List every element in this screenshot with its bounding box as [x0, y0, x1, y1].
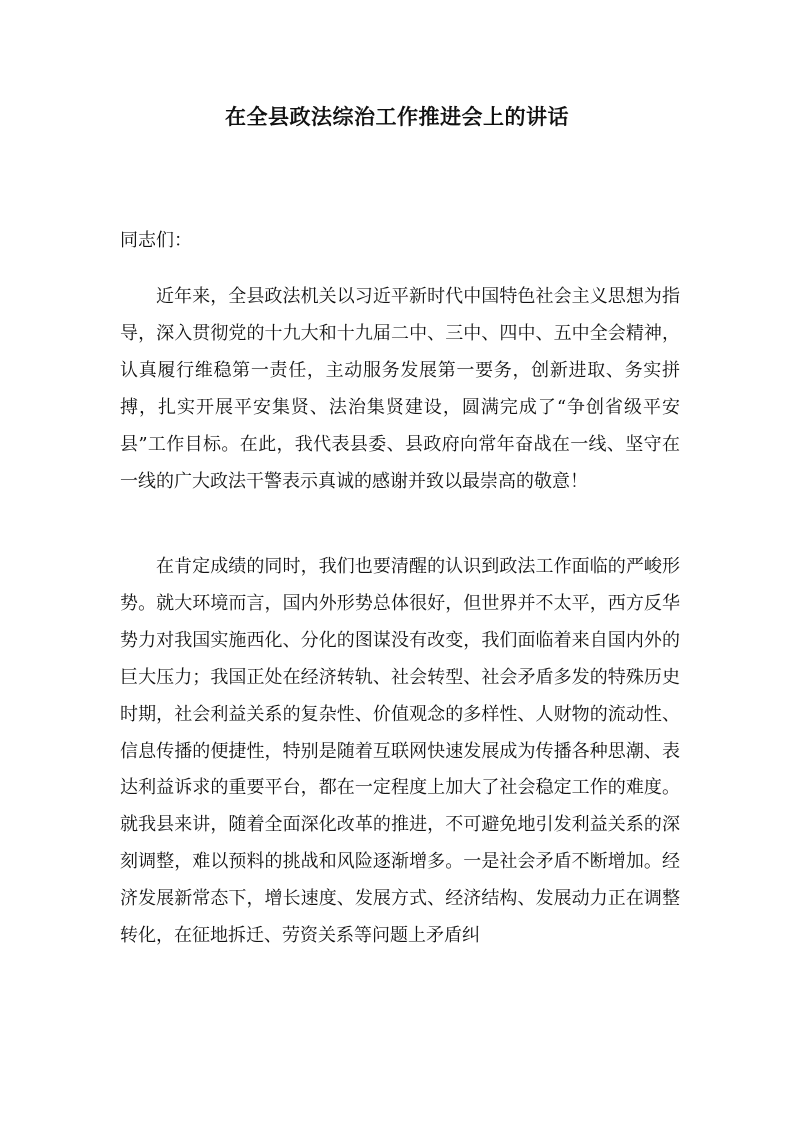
paragraph-challenges: 在肯定成绩的同时，我们也要清醒的认识到政法工作面临的严峻形势。就大环境而言，国内外形势总体很好，但世界并不太平，西方反华势力对我国实施西化、分化的图谋没有改变，我们面临着来自国内外的巨大压力；我国正处在经济转轨、社会转型、社会矛盾多发的特殊历史时期，社会利益关系的复杂性、价值观念的多样性、人财物的流动性、信息传播的便捷性，特别是随着互联网快速发展成为传播各种思潮、表达利益诉求的重要平台，都在一定程度上加大了社会稳定工作的难度。就我县来讲，随着全面深化改革的推进，不可避免地引发利益关系的深刻调整，难以预料的挑战和风险逐渐增多。一是社会矛盾不断增加。经济发展新常态下，增长速度、发展方式、经济结构、发展动力正在调整转化，在征地拆迁、劳资关系等问题上矛盾纠 — [120, 556, 680, 947]
document-title: 在全县政法综治工作推进会上的讲话 — [225, 105, 569, 129]
salutation: 同志们： — [120, 230, 192, 251]
paragraph-achievements: 近年来，全县政法机关以习近平新时代中国特色社会主义思想为指导，深入贯彻党的十九大和十九届二中、三中、四中、五中全会精神，认真履行维稳第一责任，主动服务发展第一要务，创新进取、务实拼搏，扎实开展平安集贤、法治集贤建设，圆满完成了“争创省级平安县”工作目标。在此，我代表县委、县政府向常年奋战在一线、坚守在一线的广大政法干警表示真诚的感谢并致以最崇高的敬意！ — [120, 286, 680, 492]
